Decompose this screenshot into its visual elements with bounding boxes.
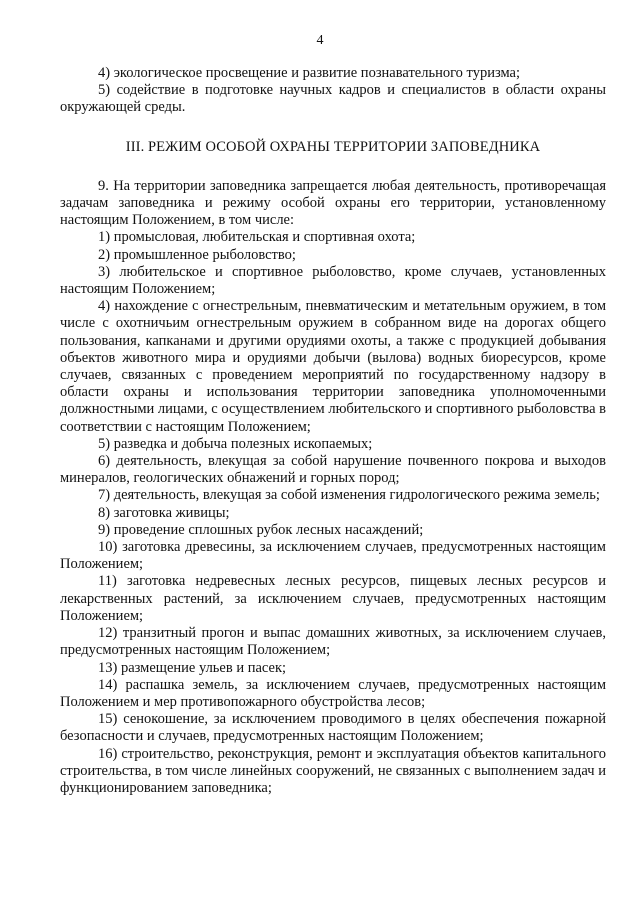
list-item: 4) нахождение с огнестрельным, пневматическим и метательным оружием, в том числе с охотничьим огнестрельным оружием в собранном виде на дорогах общего пользования, капканами и другими орудиями охоты, а также с продукцией добывания объектов животного мира и орудиями добычи (вылова) водных биоресурсов, кроме случаев, связанных с проведением мероприятий по государственному надзору в области охраны и использования территории заповедника уполномоченными должностными лицами, с осуществлением любительского и спортивного рыболовства в соответствии с настоящим Положением; [60, 298, 606, 435]
list-item: 6) деятельность, влекущая за собой нарушение почвенного покрова и выходов минералов, геологических обнажений и горных пород; [60, 453, 606, 487]
list-item: 2) промышленное рыболовство; [98, 246, 296, 263]
list-item: 11) заготовка недревесных лесных ресурсов, пищевых лесных ресурсов и лекарственных растений, за исключением случаев, предусмотренных настоящим Положением; [60, 573, 606, 624]
list-item: 3) любительское и спортивное рыболовство, кроме случаев, установленных настоящим Положением; [60, 263, 606, 298]
list-item: 5) разведка и добыча полезных ископаемых; [98, 435, 373, 452]
list-item: 13) размещение ульев и пасек; [98, 659, 287, 676]
list-item: 8) заготовка живицы; [98, 504, 230, 521]
list-item: 10) заготовка древесины, за исключением случаев, предусмотренных настоящим Положением; [60, 539, 606, 573]
list-item: 14) распашка земель, за исключением случаев, предусмотренных настоящим Положением и мер противопожарного обустройства лесов; [60, 676, 606, 710]
list-item: 15) сенокошение, за исключением проводимого в целях обеспечения пожарной безопасности и случаев, предусмотренных настоящим Положением; [60, 711, 606, 745]
list-item: 1) промысловая, любительская и спортивная охота; [98, 229, 416, 246]
list-item: 7) деятельность, влекущая за собой изменения гидрологического режима земель; [98, 487, 600, 504]
page-number: 4 [316, 33, 324, 48]
clause-paragraph: 9. На территории заповедника запрещается любая деятельность, противоречащая задачам заповедника и режиму особой охраны его территории, установленному настоящим Положением, в том числе: [60, 177, 606, 229]
document-body [60, 65, 606, 797]
list-item: 12) транзитный прогон и выпас домашних животных, за исключением случаев, предусмотренных настоящим Положением; [60, 625, 606, 659]
list-item: 9) проведение сплошных рубок лесных насаждений; [98, 521, 424, 538]
list-item: 5) содействие в подготовке научных кадров и специалистов в области охраны окружающей среды. [60, 82, 606, 116]
section-heading: III. РЕЖИМ ОСОБОЙ ОХРАНЫ ТЕРРИТОРИИ ЗАПОВЕДНИКА [125, 138, 541, 155]
list-item: 4) экологическое просвещение и развитие познавательного туризма; [98, 65, 521, 81]
list-item: 16) строительство, реконструкция, ремонт и эксплуатация объектов капитального строительства, в том числе линейных сооружений, не связанных с выполнением задач и функционированием заповедника; [60, 745, 606, 796]
